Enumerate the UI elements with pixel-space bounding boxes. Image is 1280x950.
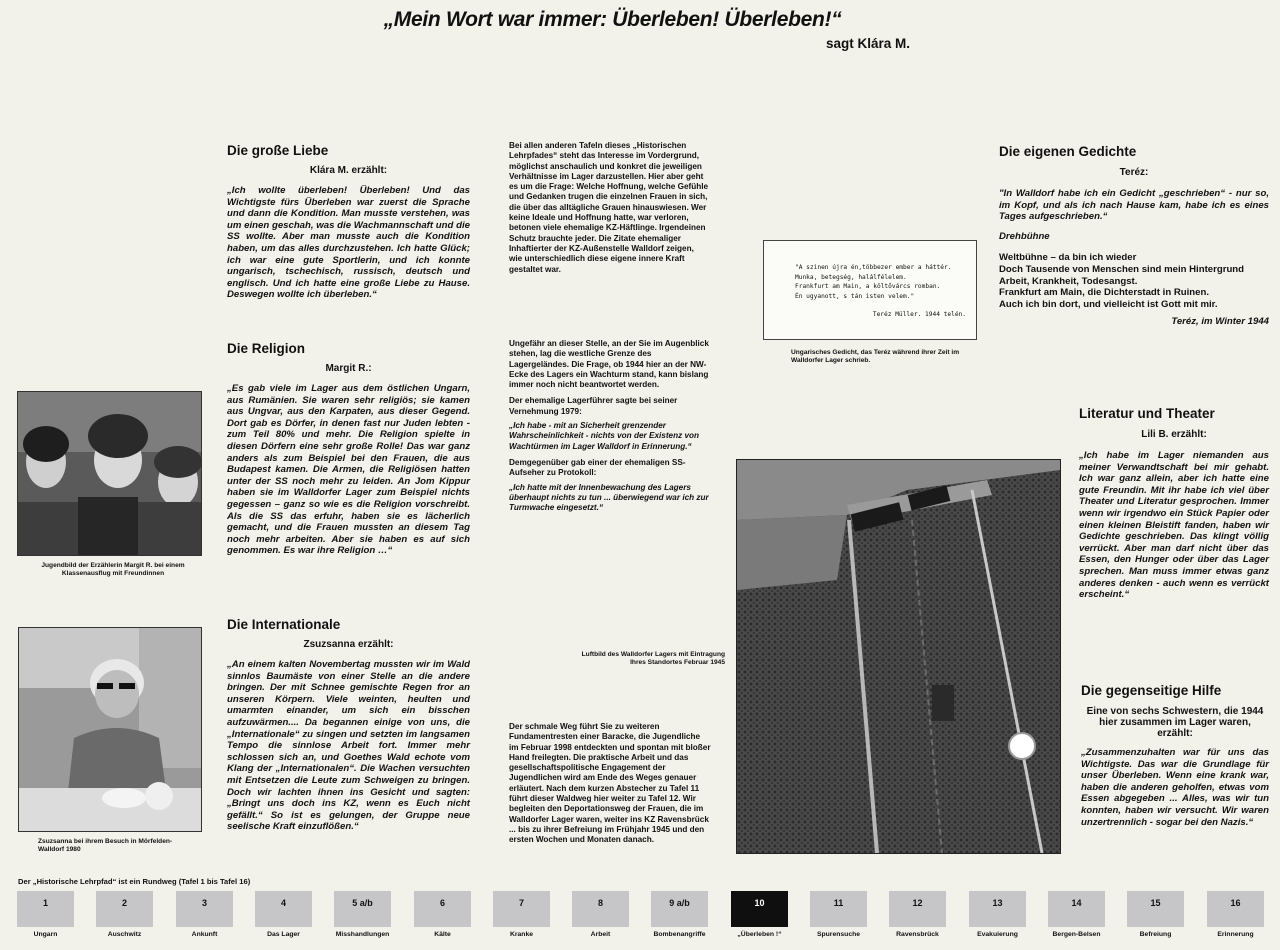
trail-tile-10: 10 bbox=[731, 891, 788, 927]
page-subtitle: sagt Klára M. bbox=[826, 36, 911, 51]
paragraph: „Ich habe - mit an Sicherheit grenzender Wahrscheinlichkeit - nichts von der Existenz von Wachtürmen im Lager Walldorf in Erinnerung.“ bbox=[509, 421, 700, 451]
photo-caption: Zsuzsanna bei ihrem Besuch in Mörfelden-Walldorf 1980 bbox=[38, 838, 173, 854]
trail-tile-label: Das Lager bbox=[267, 931, 300, 938]
trail-tile-label: Kranke bbox=[509, 931, 534, 938]
trail-tile-label: Misshandlungen bbox=[335, 931, 390, 938]
photo-image bbox=[18, 392, 201, 555]
section-attribution: Margit R.: bbox=[325, 363, 372, 374]
trail-tile-label: Arbeit bbox=[590, 931, 611, 938]
section-literatur bbox=[1079, 406, 1269, 601]
section-quote: „Ich wollte überleben! Überleben! Und das Wichtigste fürs Überleben war zuerst die Sprache und dann die Kondition. Man musste verstehen, was um einen geschah, was die Wachmannschaft und die SS wollte. Aber man musste auch die Kondition haben, um das alles durchzustehen. Ich hatte Glück; ich war eine gute Sportlerin, und ich konnte ungarisch, tschechisch, russisch, deutsch und englisch. Und ich hatte eine große Liebe zu Hause. Deswegen wollte ich überleben.“ bbox=[227, 185, 470, 301]
trail-tile-8: 8 bbox=[572, 891, 629, 927]
section-quote: „Zusammenzuhalten war für uns das Wichtigste. Das war die Grundlage für unser Überleben. Wenn eine krank war, haben die anderen geholfen, etwas vom Essen abgegeben ... Alles, was wir tun konnten, haben wir versucht. Wir waren unzertrennlich - sogar bei den Nazis.“ bbox=[1081, 747, 1269, 828]
poem-line: Én ugyanott, s tán isten velem." bbox=[795, 292, 915, 300]
trail-tile-13: 13 bbox=[969, 891, 1026, 927]
section-quote: „An einem kalten Novembertag mussten wir im Wald sinnlos Baumäste von einer Stelle an die andere bringen. Der mit Schnee gemischte Regen fror an unseren Körpern. Viele weinten, heulten und umarmten einander, um sich ein bisschen aufzuwärmen.... Da begannen einige von uns, die „Internationale“ zu singen und setzten im langsamen Tempo die sinnlose Arbeit fort. Immer mehr schlossen sich an, und Goethes Wald echote vom Klang der „Internationalen“. Die Wachen versuchten mit Entsetzen die Leute zum Schweigen zu bringen. Doch wir lachten ihnen ins Gesicht und sagten: „Bringt uns doch ins KZ, wenn es Euch nicht gefällt.“ So ist es gelungen, der Gruppe neue seelische Kraft einzuflößen.“ bbox=[227, 659, 470, 833]
section-hilfe bbox=[1081, 683, 1269, 828]
poem-title: Drehbühne bbox=[999, 230, 1050, 242]
section-quote: "In Walldorf habe ich ein Gedicht „geschrieben“ - nur so, im Kopf, und als ich nach Hause kam, habe ich es eines Tages aufgeschrieben.“ bbox=[999, 188, 1269, 223]
page-title: „Mein Wort war immer: Überleben! Überleben!“ bbox=[383, 8, 842, 31]
trail-tile-label: Ankunft bbox=[191, 931, 218, 938]
poem-line: Auch ich bin dort, und vielleicht ist Gott mit mir. bbox=[999, 298, 1218, 310]
section-religion bbox=[227, 341, 470, 557]
trail-intro: Der „Historische Lehrpfad“ ist ein Rundweg (Tafel 1 bis Tafel 16) bbox=[18, 877, 251, 886]
trail-tile-label: Auschwitz bbox=[107, 931, 142, 938]
poem-line: Arbeit, Krankheit, Todesangst. bbox=[999, 275, 1138, 287]
trail-tile-9: 9 a/b bbox=[651, 891, 708, 927]
poem-line: Frankfurt am Main, die Dichterstadt in Ruinen. bbox=[999, 287, 1210, 299]
section-attribution: Eine von sechs Schwestern, die 1944 hier zusammen im Lager waren, erzählt: bbox=[1086, 706, 1264, 739]
trail-tile-label: Bergen-Belsen bbox=[1052, 931, 1101, 938]
paragraph: Demgegenüber gab einer der ehemaligen SS-Aufseher zu Protokoll: bbox=[509, 457, 686, 478]
trail-tile-16: 16 bbox=[1207, 891, 1264, 927]
trail-tile-12: 12 bbox=[889, 891, 946, 927]
poem-signature: Teréz, im Winter 1944 bbox=[1171, 316, 1269, 328]
section-attribution: Klára M. erzählt: bbox=[309, 165, 388, 176]
paragraph: Der ehemalige Lagerführer sagte bei seiner Vernehmung 1979: bbox=[509, 396, 678, 416]
section-attribution: Zsuzsanna erzählt: bbox=[303, 639, 394, 650]
trail-tile-2: 2 bbox=[96, 891, 153, 927]
section-liebe bbox=[227, 143, 470, 301]
aerial-caption: Luftbild des Walldorfer Lagers mit Eintragung Ihres Standortes Februar 1945 bbox=[581, 651, 725, 667]
trail-tile-label: Spurensuche bbox=[816, 931, 861, 938]
section-attribution: Lili B. erzählt: bbox=[1141, 429, 1207, 440]
trail-tile-label: Ravensbrück bbox=[896, 931, 939, 938]
section-gedichte bbox=[999, 144, 1269, 328]
section-quote: „Es gab viele im Lager aus dem östlichen Ungarn, aus Rumänien. Sie waren sehr religiös; sie kamen aus Ungvar, aus den Karpaten, aus dieser Gegend. Dort gab es Dörfer, in denen fast nur Juden lebten - zum Teil 80% und mehr. Die Religion spielte in diesen Dörfern eine sehr große Rolle! Das war ganz anders als zum Beispiel bei den Frauen, die aus Budapest kamen. Die Armen, die Religiösen hatten unter der SS noch mehr zu leiden. An Jom Kippur haben sie im Walldorfer Lager zum Beispiel nichts gegessen – ganz so wie es die Religion vorschreibt. Als die SS das erfuhr, haben sie es lächerlich gemacht, und die Frauen mussten an diesem Tag noch mehr arbeiten. Aber sie haben es auf sich genommen. Es war ihre Religion …“ bbox=[227, 383, 470, 557]
trail-tile-5: 5 a/b bbox=[334, 891, 391, 927]
photo-caption: Jugendbild der Erzählerin Margit R. bei einem Klassenausflug mit Freundinnen bbox=[41, 562, 185, 578]
trail-tile-label: Bombenangriffe bbox=[653, 931, 706, 938]
trail-tile-15: 15 bbox=[1127, 891, 1184, 927]
trail-tile-6: 6 bbox=[414, 891, 471, 927]
trail-tile-1: 1 bbox=[17, 891, 74, 927]
photo-margit-friends bbox=[17, 391, 202, 556]
photo-image bbox=[19, 628, 201, 831]
section-heading: Die Internationale bbox=[227, 617, 341, 632]
middle-path-text: Der schmale Weg führt Sie zu weiteren Fundamentresten einer Baracke, die Jugendliche im Februar 1998 entdeckten und spontan mit bloßer Hand freilegten. Die praktische Arbeit und das gesellschaftspolitische Engagement der Jugendlichen wird am Ende des Weges genauer erläutert. Nach dem kurzen Abstecher zu Tafel 11 führt dieser Waldweg hier weiter zu Tafel 12. Wir begleiten den Deportationsweg der Frauen, die im Walldorfer Lager waren, weiter ins KZ Ravensbrück ... bis zu ihrer Befreiung im Frühjahr 1945 und den ersten Wochen und Monaten danach. bbox=[509, 722, 711, 845]
section-attribution: Teréz: bbox=[1119, 167, 1149, 178]
section-internationale bbox=[227, 617, 470, 833]
poem-card bbox=[763, 240, 977, 340]
trail-tile-label: Befreiung bbox=[1139, 931, 1172, 938]
poem-signature: Teréz Müller. 1944 telén. bbox=[872, 311, 966, 318]
location-marker-icon bbox=[1009, 733, 1035, 759]
trail-tile-14: 14 bbox=[1048, 891, 1105, 927]
poem-line: Frankfurt am Main, a költővárcs romban. bbox=[795, 283, 941, 290]
trail-tile-label: Ungarn bbox=[33, 931, 58, 938]
aerial-photo bbox=[736, 459, 1061, 854]
trail-tile-11: 11 bbox=[810, 891, 867, 927]
section-heading: Literatur und Theater bbox=[1079, 406, 1215, 421]
trail-tile-label: „Überleben !“ bbox=[737, 931, 782, 938]
middle-history bbox=[509, 339, 709, 517]
section-quote: „Ich habe im Lager niemanden aus meiner Verwandtschaft bei mir gehabt. Ich war ganz allein, aber ich hatte eine gute Freundin. Mit ihr habe ich viel über Theater und Literatur gesprochen. Immer wenn wir irgendwo ein Stück Papier oder einen kleinen Bleistift fanden, haben wir Gedichte geschrieben. Das klingt völlig verrückt. Aber man darf nicht über das Essen, den Hunger oder über das Lager sprechen. Man muss immer etwas ganz anderes denken - auch wenn es verrückt erscheint.“ bbox=[1079, 450, 1269, 601]
section-heading: Die eigenen Gedichte bbox=[999, 144, 1137, 159]
photo-zsuzsanna bbox=[18, 627, 202, 832]
paragraph: „Ich hatte mit der Innenbewachung des Lagers überhaupt nichts zu tun ... überwiegend war ich zur Turmwache eingesetzt.“ bbox=[509, 482, 709, 513]
poem-line: Munka, betegség, halálfélelem. bbox=[795, 273, 907, 281]
section-heading: Die Religion bbox=[227, 341, 306, 356]
aerial-image bbox=[737, 460, 1060, 853]
poem-caption: Ungarisches Gedicht, das Teréz während ihrer Zeit im Walldorfer Lager schrieb. bbox=[791, 349, 960, 365]
trail-tile-label: Kälte bbox=[434, 931, 451, 938]
trail-tile-7: 7 bbox=[493, 891, 550, 927]
trail-tile-label: Erinnerung bbox=[1217, 931, 1254, 938]
section-heading: Die große Liebe bbox=[227, 143, 329, 158]
paragraph: Ungefähr an dieser Stelle, an der Sie im Augenblick stehen, lag die westliche Grenze des Lagergeländes. Die Frage, ob 1944 hier an der NW-Ecke des Lagers ein Wachturm stand, kann bislang immer noch nicht beantwortet werden. bbox=[509, 339, 709, 390]
poem-text bbox=[999, 252, 1269, 310]
trail-tile-3: 3 bbox=[176, 891, 233, 927]
trail-tile-label: Evakuierung bbox=[977, 931, 1018, 938]
poem-line: "A szinen újra én,többezer ember a háttér. bbox=[795, 264, 952, 271]
poem-line: Doch Tausende von Menschen sind mein Hintergrund bbox=[999, 263, 1245, 275]
poem-line: Weltbühne – da bin ich wieder bbox=[999, 252, 1137, 264]
trail-tile-4: 4 bbox=[255, 891, 312, 927]
section-heading: Die gegenseitige Hilfe bbox=[1081, 683, 1222, 698]
middle-intro: Bei allen anderen Tafeln dieses „Historischen Lehrpfades“ steht das Interesse im Vordergrund, möglichst anschaulich und konkret die jeweiligen Verhältnisse im Lager darzustellen. Hier aber geht es um die Frage: Welche Hoffnung, welche Gefühle und Gedanken trugen die einzelnen Frauen in sich, die über das alltägliche Grauen hinauswiesen. Wer keine Ideale und Hoffnung hatte, war verloren, betonen viele ehemalige KZ-Häftlinge. Irgendeinen Schutz brauchte jeder. Die Zitate ehemaliger Inhaftierter der KZ-Außenstelle Walldorf zeigen, wie unterschiedlich diese eigene innere Kraft gestaltet war. bbox=[509, 141, 709, 274]
